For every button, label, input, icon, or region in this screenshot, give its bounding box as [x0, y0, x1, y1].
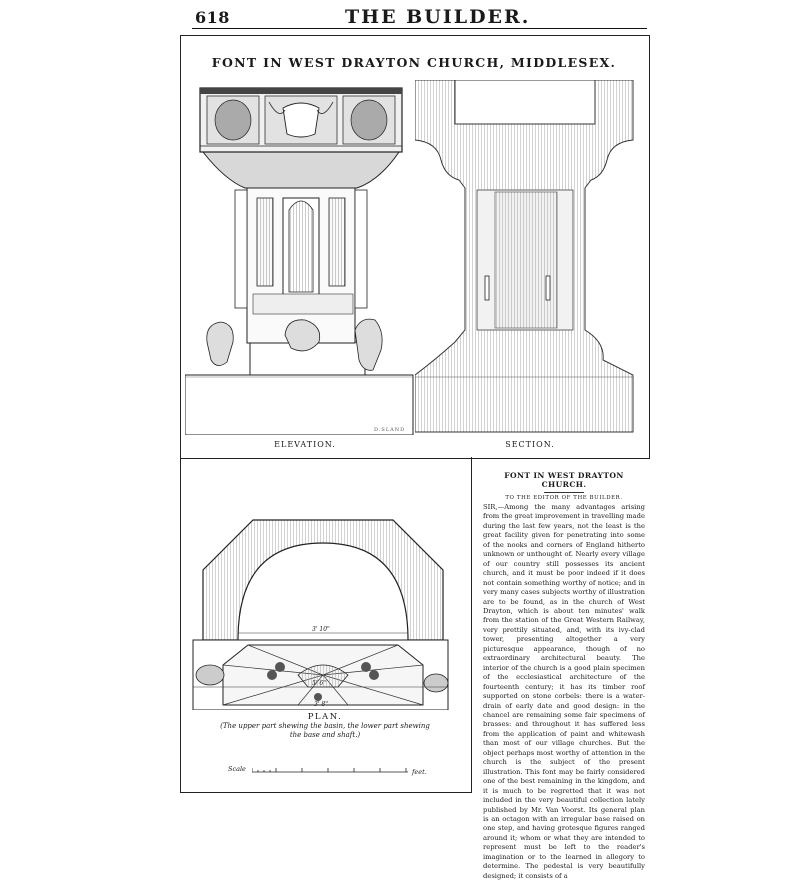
section-figure [415, 80, 640, 435]
article-body: SIR,—Among the many advantages arising from the great improvement in travelling made during the last few years, not the least is the great facility given for penetrating into some of the nooks and corners of England hitherto unknown or unthought of. Nearly every village of our country still possesses its ancient church, and it must be poor indeed if it does not contain something worthy of notice; and in very many cases subjects worthy of illustration are to be found, as in the church of West Drayton, which is about ten minutes' walk from the station of the Great Western Railway, very prettily situated, and, with its ivy-clad tower, presenting altogether a very picturesque appearance, though of no extraordinary architectural beauty. The interior of the church is a good plain specimen of the ecclesiastical architecture of the fourteenth century; it has its timber roof supported on stone corbels: there is a water-drain of early date and good design: in the chancel are remaining some fair specimens of brasses: and throughout it has suffered less from the application of paint and whitewash than most of our village churches. But the object perhaps most worthy of attention in the church is the subject of the present illustration. This font may be fairly considered one of the best remaining in the kingdom, and it is much to be regretted that it was not included in the very beautiful collection lately published by Mr. Van Voorst. Its general plan is an octagon with an irregular base raised on one step, and having grotesque figures ranged around it; whom or what they are intended to represent must be left to the reader's imagination or to the learned in allegory to determine. The pedestal is very beautifully designed; it consists of a [483, 503, 645, 880]
scale-bar [252, 765, 412, 775]
article-rule [544, 492, 584, 493]
scale-label: Scale [228, 765, 246, 773]
section-caption: SECTION. [505, 440, 555, 449]
running-head: THE BUILDER. [345, 6, 531, 28]
article-subtitle: TO THE EDITOR OF THE BUILDER. [505, 495, 623, 501]
plate-title: FONT IN WEST DRAYTON CHURCH, MIDDLESEX. [211, 55, 617, 70]
plan-caption-block [185, 712, 465, 740]
scale-units: feet. [412, 768, 427, 776]
elevation-caption: ELEVATION. [274, 440, 336, 449]
dimension-lower: 3' 8" [314, 701, 328, 708]
article-column [483, 468, 645, 881]
plan-note-line1: (The upper part shewing the basin, the lower part shewing [220, 722, 430, 730]
plan-label: PLAN. [307, 712, 343, 722]
plan-note-line2: the base and shaft.) [289, 731, 361, 739]
article-title: FONT IN WEST DRAYTON CHURCH. [504, 471, 624, 489]
engraver-signature: D.SLAND [374, 427, 406, 433]
page-number: 618 [195, 8, 230, 27]
elevation-figure [185, 80, 415, 435]
dimension-middle: 5' 6" [312, 680, 326, 687]
header-rule [192, 28, 647, 29]
dimension-upper: 3' 10" [312, 626, 330, 633]
